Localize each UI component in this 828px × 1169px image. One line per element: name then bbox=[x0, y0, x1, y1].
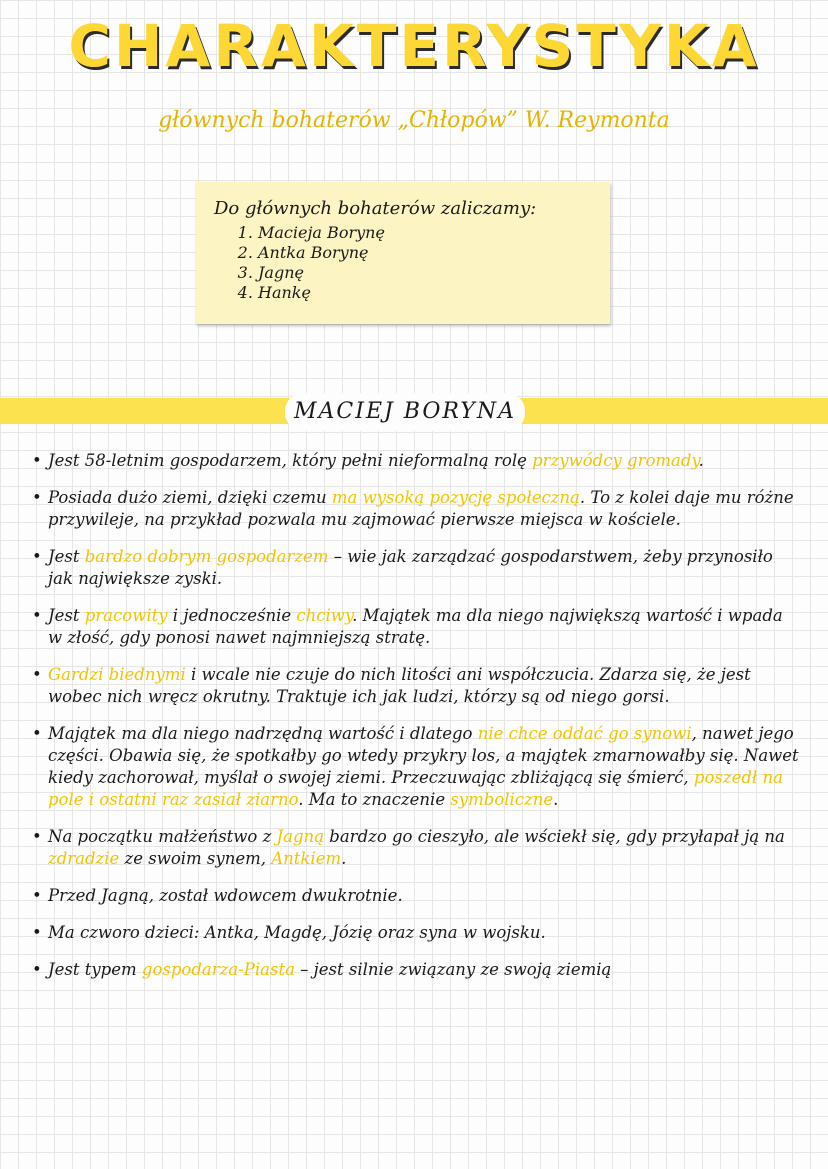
bullet-text: Przed Jagną, został wdowcem dwukrotnie. bbox=[48, 886, 403, 905]
highlighted-text: przywódcy gromady bbox=[532, 451, 699, 470]
highlighted-text: nie chce oddać go synowi bbox=[477, 724, 692, 743]
bullet-text: . bbox=[698, 451, 704, 470]
bullet-text: Majątek ma dla niego nadrzędną wartość i dlatego bbox=[48, 724, 478, 743]
bullet-text: bardzo go cieszyło, ale wściekł się, gdy przyłapał ją na bbox=[324, 827, 785, 846]
bullet-text: . Ma to znaczenie bbox=[298, 790, 451, 809]
highlighted-text: ma wysoką pozycję społeczną bbox=[331, 488, 580, 507]
bullet-item bbox=[32, 605, 802, 649]
bullet-text: Na początku małżeństwo z bbox=[48, 827, 277, 846]
intro-box bbox=[196, 182, 610, 324]
bullet-item bbox=[32, 922, 802, 944]
bullet-item bbox=[32, 959, 802, 981]
bullet-text: Jest typem bbox=[48, 960, 142, 979]
bullet-text: . bbox=[553, 790, 559, 809]
highlighted-text: Antkiem bbox=[271, 849, 342, 868]
bullet-text: ze swoim synem, bbox=[119, 849, 272, 868]
intro-list-item: 2. Antka Borynę bbox=[258, 243, 592, 263]
page-title: CHARAKTERYSTYKA bbox=[68, 12, 760, 80]
intro-list-item: 4. Hankę bbox=[258, 283, 592, 303]
highlighted-text: poszedł na pole i ostatni raz zasiał ziarno bbox=[48, 768, 783, 809]
intro-box-heading: Do głównych bohaterów zaliczamy: bbox=[214, 198, 537, 219]
bullet-text: – wie jak zarządzać gospodarstwem, żeby przynosiło jak największe zyski. bbox=[48, 547, 773, 588]
bullet-item bbox=[32, 450, 802, 472]
bullet-item bbox=[32, 826, 802, 870]
bullet-text: Jest bbox=[48, 547, 85, 566]
bullet-item bbox=[32, 664, 802, 708]
bullet-item bbox=[32, 487, 802, 531]
bullet-list bbox=[32, 450, 802, 996]
page-subtitle: głównych bohaterów „Chłopów” W. Reymonta bbox=[158, 108, 670, 133]
bullet-text: Jest bbox=[48, 606, 85, 625]
bullet-text: Ma czworo dzieci: Antka, Magdę, Józię oraz syna w wojsku. bbox=[48, 923, 546, 942]
highlighted-text: zdradzie bbox=[48, 849, 120, 868]
bullet-text: Posiada dużo ziemi, dzięki czemu bbox=[48, 488, 332, 507]
intro-list-item: 3. Jagnę bbox=[258, 263, 592, 283]
bullet-item bbox=[32, 723, 802, 811]
bullet-text: . bbox=[341, 849, 347, 868]
bullet-text: – jest silnie związany ze swoją ziemią bbox=[294, 960, 612, 979]
highlighted-text: Gardzi biednymi bbox=[48, 665, 186, 684]
highlighted-text: symboliczne bbox=[450, 790, 554, 809]
intro-list-item: 1. Macieja Borynę bbox=[258, 223, 592, 243]
intro-list bbox=[214, 223, 592, 303]
highlighted-text: chciwy bbox=[296, 606, 353, 625]
bullet-text: . Majątek ma dla niego największą wartość i wpada w złość, gdy ponosi nawet najmniejszą stratę. bbox=[48, 606, 783, 647]
bullet-text: Jest 58-letnim gospodarzem, który pełni nieformalną rolę bbox=[48, 451, 533, 470]
bullet-text: i wcale nie czuje do nich litości ani współczucia. Zdarza się, że jest wobec nich wręcz okrutny. Traktuje ich jak ludzi, którzy są od niego gorsi. bbox=[48, 665, 751, 706]
bullet-text: , nawet jego części. Obawia się, że spotkałby go wtedy przykry los, a majątek zmarnowałby się. Nawet kiedy zachorował, myślał o swojej ziemi. Przeczuwając zbliżającą się śmierć, bbox=[48, 724, 799, 787]
highlighted-text: Jagną bbox=[276, 827, 325, 846]
highlighted-text: gospodarza-Piasta bbox=[141, 960, 295, 979]
highlighted-text: pracowity bbox=[84, 606, 168, 625]
bullet-item bbox=[32, 885, 802, 907]
section-title: MACIEJ BORYNA bbox=[285, 393, 525, 431]
bullet-text: . To z kolei daje mu różne przywileje, na przykład pozwala mu zajmować pierwsze miejsca w kościele. bbox=[48, 488, 794, 529]
bullet-item bbox=[32, 546, 802, 590]
bullet-text: i jednocześnie bbox=[167, 606, 297, 625]
highlighted-text: bardzo dobrym gospodarzem bbox=[84, 547, 329, 566]
